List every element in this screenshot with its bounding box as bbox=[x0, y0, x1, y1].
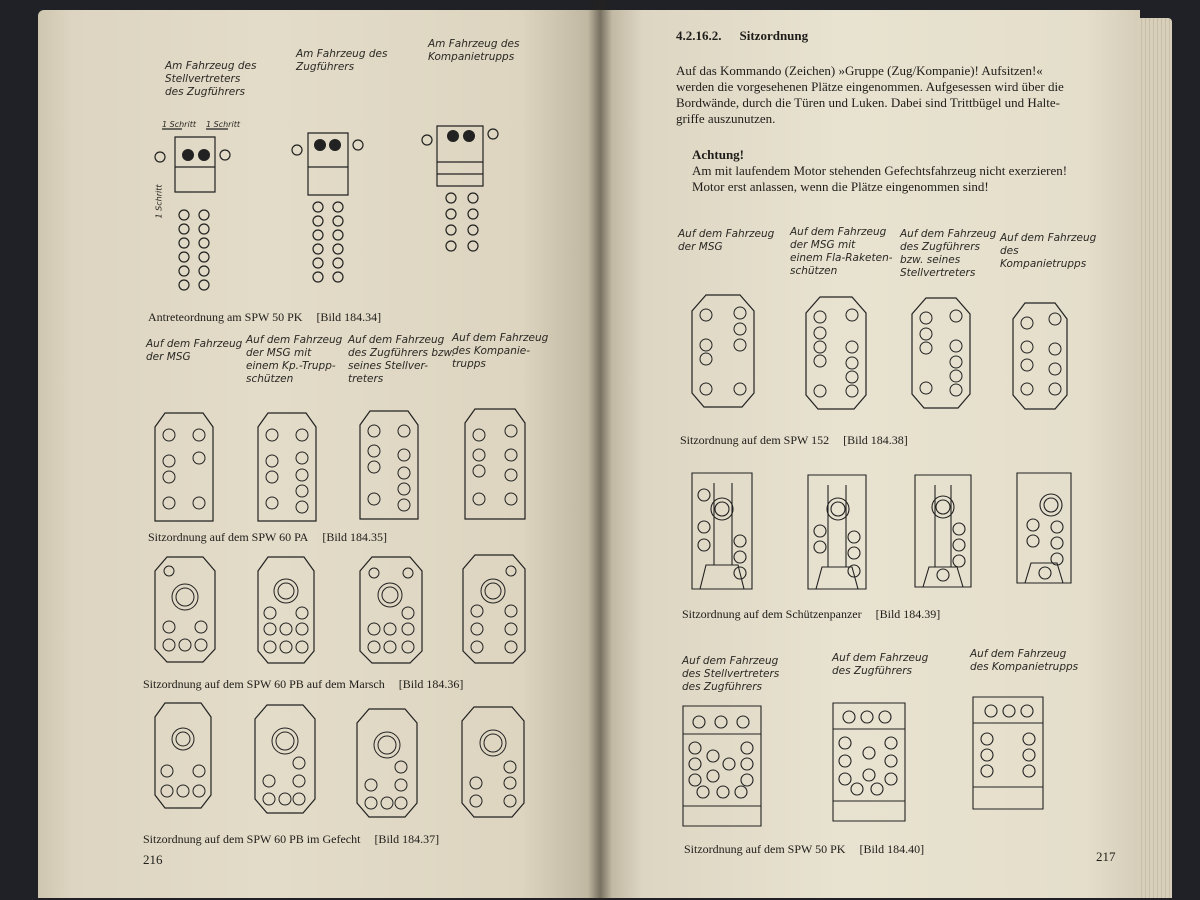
figure-label: Auf dem Fahrzeug der MSG mit einem Kp.-Trupp- schützen bbox=[246, 334, 343, 385]
body-line: werden die vorgesehenen Plätze eingenommen. Aufgesessen wird über die bbox=[676, 79, 1064, 94]
vehicle-diagram bbox=[683, 706, 761, 826]
vehicle-diagram bbox=[290, 125, 370, 300]
vehicle-diagram bbox=[463, 555, 525, 663]
warning-block bbox=[692, 147, 1112, 195]
figure-caption: Sitzordnung auf dem Schützenpanzer [Bild 184.39] bbox=[682, 607, 941, 621]
warning-line: Am mit laufendem Motor stehenden Gefechtsfahrzeug nicht exerzieren! bbox=[692, 163, 1068, 178]
vehicle-diagram bbox=[973, 697, 1043, 809]
figure-label: Am Fahrzeug des Kompanietrupps bbox=[428, 38, 520, 63]
figure-label: Auf dem Fahrzeug der MSG bbox=[146, 338, 243, 363]
vehicle-diagram bbox=[360, 411, 418, 519]
step-label: 1 Schritt bbox=[162, 120, 196, 129]
vehicle-diagram bbox=[692, 473, 752, 589]
page-edges bbox=[1138, 18, 1172, 898]
body-line: Auf das Kommando (Zeichen) »Gruppe (Zug/Kompanie)! Aufsitzen!« bbox=[676, 63, 1043, 78]
vehicle-diagram bbox=[808, 475, 866, 589]
figure-label: Auf dem Fahrzeug der MSG bbox=[678, 228, 775, 253]
figure-label: Am Fahrzeug des Stellvertreters des Zugführers bbox=[165, 60, 257, 98]
figure-label: Auf dem Fahrzeug des Stellvertreters des Zugführers bbox=[682, 655, 780, 693]
section-heading bbox=[676, 28, 808, 44]
book-gutter bbox=[588, 0, 612, 900]
figure-label: Auf dem Fahrzeug des Zugführers bzw. seines Stellver- treters bbox=[348, 334, 455, 385]
vehicle-diagram bbox=[415, 120, 505, 260]
page-number: 217 bbox=[1096, 849, 1116, 864]
figure-label: Auf dem Fahrzeug des Kompanietrupps bbox=[1000, 232, 1097, 270]
vehicle-diagram bbox=[1017, 473, 1071, 583]
vehicle-diagram bbox=[155, 703, 211, 808]
vehicle-diagram bbox=[258, 413, 316, 521]
vehicle-diagram bbox=[806, 297, 866, 409]
figure-label: Auf dem Fahrzeug des Kompanietrupps bbox=[970, 648, 1079, 673]
body-line: Bordwände, durch die Türen und Luken. Dabei sind Trittbügel und Halte- bbox=[676, 95, 1060, 110]
section-title: Sitzordnung bbox=[739, 28, 809, 43]
figure-label: Auf dem Fahrzeug des Kompanie- trupps bbox=[452, 332, 549, 370]
vehicle-diagram bbox=[692, 295, 754, 407]
figure-caption: Sitzordnung auf dem SPW 50 PK [Bild 184.40] bbox=[684, 842, 925, 856]
vehicle-diagram bbox=[155, 557, 215, 662]
figure-label: Auf dem Fahrzeug des Zugführers bzw. seines Stellvertreters bbox=[900, 228, 997, 279]
vehicle-diagram bbox=[462, 707, 524, 817]
figure-label: Am Fahrzeug des Zugführers bbox=[296, 48, 388, 73]
body-line: griffe auszunutzen. bbox=[676, 111, 776, 126]
figure-caption: Sitzordnung auf dem SPW 152 [Bild 184.38] bbox=[680, 433, 908, 447]
body-paragraph bbox=[676, 63, 1106, 127]
figure-label: Auf dem Fahrzeug der MSG mit einem Fla-Raketen- schützen bbox=[790, 226, 893, 277]
vehicle-diagram bbox=[465, 409, 525, 519]
step-label: 1 Schritt bbox=[206, 120, 240, 129]
vehicle-diagram bbox=[1013, 303, 1067, 409]
vehicle-diagram bbox=[155, 413, 213, 521]
vehicle-diagram bbox=[255, 705, 315, 813]
vehicle-diagram bbox=[915, 475, 971, 587]
vehicle-diagram bbox=[360, 557, 422, 663]
figure-caption: Sitzordnung auf dem SPW 60 PA [Bild 184.35] bbox=[148, 530, 388, 544]
vehicle-diagram bbox=[833, 703, 905, 821]
figure-caption: Sitzordnung auf dem SPW 60 PB auf dem Marsch [Bild 184.36] bbox=[143, 677, 464, 691]
step-label: 1 Schritt bbox=[154, 184, 164, 219]
figure-caption: Antreteordnung am SPW 50 PK [Bild 184.34] bbox=[148, 310, 382, 324]
figure-caption: Sitzordnung auf dem SPW 60 PB im Gefecht [Bild 184.37] bbox=[143, 832, 440, 846]
vehicle-diagram bbox=[912, 298, 970, 408]
section-number: 4.2.16.2. bbox=[676, 28, 722, 43]
warning-title: Achtung! bbox=[692, 147, 745, 162]
vehicle-diagram bbox=[357, 709, 417, 817]
figure-label: Auf dem Fahrzeug des Zugführers bbox=[832, 652, 929, 677]
vehicle-diagram bbox=[150, 125, 240, 300]
warning-line: Motor erst anlassen, wenn die Plätze eingenommen sind! bbox=[692, 179, 989, 194]
vehicle-diagram bbox=[258, 557, 314, 663]
page-number: 216 bbox=[143, 852, 163, 867]
